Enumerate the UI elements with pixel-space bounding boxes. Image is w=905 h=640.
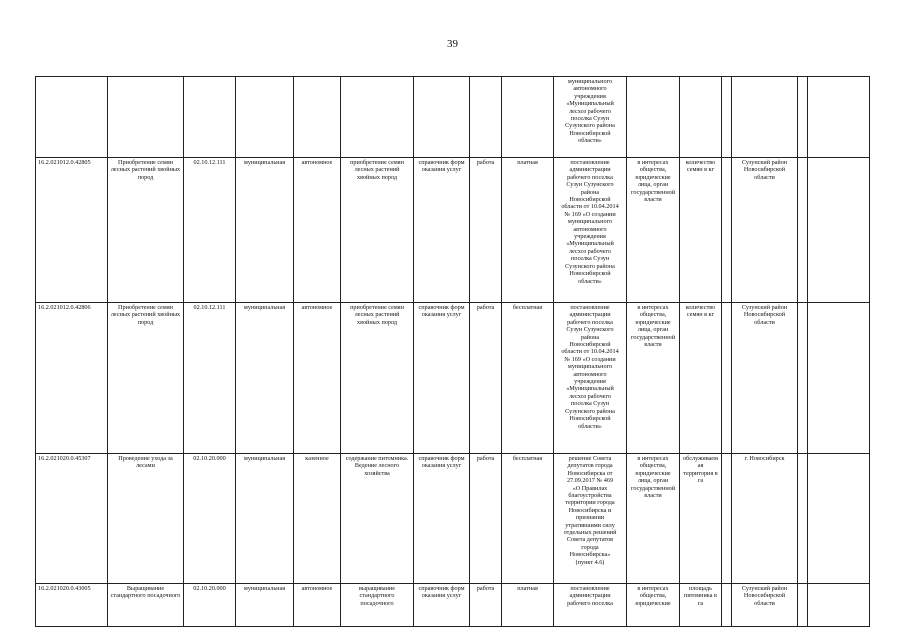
territory-text: Сузунский район Новосибирской области (741, 585, 788, 607)
cell-okved (184, 584, 236, 627)
cell-payment (502, 303, 554, 454)
cell-col16 (808, 158, 870, 303)
cell-indicator (680, 454, 722, 584)
cell-institution-type (294, 584, 341, 627)
cell-code (36, 303, 108, 454)
content-text: приобретение семян лесных растений хвойных пород (350, 159, 404, 181)
cell-code (36, 584, 108, 627)
page-number: 39 (447, 38, 458, 50)
consumers-text: в интересах общества, юридические лица, орган государственной власти (630, 455, 676, 500)
cell-consumers (627, 77, 680, 158)
okved-text: 02.10.12.111 (193, 159, 226, 166)
cell-institution-type (294, 77, 341, 158)
okved-text: 02.10.20.000 (193, 455, 226, 462)
cell-col16 (808, 77, 870, 158)
institution-type-text: автономное (301, 304, 333, 311)
institution-type-text: автономное (301, 159, 333, 166)
cell-consumers (627, 584, 680, 627)
cell-legal-basis (554, 584, 627, 627)
ownership-text: муниципальная (243, 304, 286, 311)
legal-basis-text: решение Совета депутатов города Новосибирска от 27.09.2017 № 469 «О Правилах благоустройства территории города Новосибирска и признании утратившими силу отдельных решений Совета депутатов города Новосибирска» (пункт 4.6) (563, 455, 617, 566)
okved-text: 02.10.12.111 (193, 304, 226, 311)
cell-col16 (808, 584, 870, 627)
cell-code (36, 454, 108, 584)
cell-col16 (808, 303, 870, 454)
name-text: Выращивание стандартного посадочного (110, 585, 181, 600)
reference-text: справочник форм оказания услуг (418, 455, 465, 470)
cell-col15 (798, 454, 808, 584)
payment-text: бесплатная (512, 455, 543, 462)
cell-content (341, 584, 414, 627)
legal-basis-text: постановление администрации рабочего поселка Сузун Сузунского района Новосибирской области от 10.04.2014 № 169 «О создании муниципального автономного учреждения «Муниципальный лесхоз рабочего поселка Сузун Сузунского района Новосибирской области» (561, 304, 619, 430)
indicator-text: обслуживаемая территория в га (683, 455, 718, 485)
consumers-text: в интересах общества, юридические лица, орган государственной власти (630, 159, 676, 204)
cell-territory (732, 584, 798, 627)
name-text: Проведение ухода за лесами (118, 455, 173, 470)
territory-text: г. Новосибирск (744, 455, 785, 462)
cell-reference (414, 303, 470, 454)
cell-name (108, 454, 184, 584)
table-row (36, 584, 870, 627)
name-text: Приобретение семян лесных растений хвойных пород (110, 159, 181, 181)
payment-text: платная (517, 585, 538, 592)
cell-consumers (627, 158, 680, 303)
code-text: 16.2.021012.0.42805 (38, 159, 91, 166)
institution-type-text: казенное (305, 455, 329, 462)
content-text: приобретение семян лесных растений хвойных пород (350, 304, 404, 326)
cell-legal-basis (554, 77, 627, 158)
code-text: 16.2.021020.0.43005 (38, 585, 91, 592)
cell-payment (502, 158, 554, 303)
cell-consumers (627, 303, 680, 454)
cell-ownership (236, 303, 294, 454)
ownership-text: муниципальная (243, 585, 286, 592)
cell-indicator (680, 77, 722, 158)
cell-content (341, 77, 414, 158)
cell-code (36, 158, 108, 303)
cell-institution-type (294, 158, 341, 303)
cell-legal-basis (554, 303, 627, 454)
reference-text: справочник форм оказания услуг (418, 159, 465, 174)
cell-indicator (680, 584, 722, 627)
cell-reference (414, 77, 470, 158)
cell-content (341, 303, 414, 454)
cell-category (470, 584, 502, 627)
cell-payment (502, 584, 554, 627)
registry-table (35, 76, 870, 627)
category-text: работа (476, 585, 495, 592)
cell-col15 (798, 303, 808, 454)
category-text: работа (476, 455, 495, 462)
territory-text: Сузунский район Новосибирской области (741, 304, 788, 326)
reference-text: справочник форм оказания услуг (418, 304, 465, 319)
code-text: 16.2.021012.0.42806 (38, 304, 91, 311)
cell-payment (502, 77, 554, 158)
cell-category (470, 77, 502, 158)
content-text: выращивание стандартного посадочного (359, 585, 395, 607)
consumers-text: в интересах общества, юридические лица, орган государственной власти (630, 304, 676, 349)
consumers-text: в интересах общества, юридические (635, 585, 671, 607)
cell-col15 (798, 158, 808, 303)
cell-col13 (722, 454, 732, 584)
cell-content (341, 454, 414, 584)
cell-territory (732, 303, 798, 454)
cell-col15 (798, 584, 808, 627)
cell-category (470, 303, 502, 454)
cell-name (108, 158, 184, 303)
cell-territory (732, 454, 798, 584)
cell-name (108, 77, 184, 158)
cell-col13 (722, 303, 732, 454)
cell-code (36, 77, 108, 158)
table-row (36, 77, 870, 158)
legal-basis-text: муниципального автономного учреждения «Муниципальный лесхоз рабочего поселка Сузун Сузунского района Новосибирской области» (565, 78, 615, 145)
content-text: содержание питомника. Ведение лесного хозяйства (345, 455, 409, 477)
cell-col15 (798, 77, 808, 158)
cell-payment (502, 454, 554, 584)
institution-type-text: автономное (301, 585, 333, 592)
table-row (36, 158, 870, 303)
cell-legal-basis (554, 454, 627, 584)
cell-col16 (808, 454, 870, 584)
cell-reference (414, 584, 470, 627)
cell-category (470, 158, 502, 303)
cell-legal-basis (554, 158, 627, 303)
code-text: 16.2.021020.0.45307 (38, 455, 91, 462)
cell-territory (732, 77, 798, 158)
cell-ownership (236, 584, 294, 627)
indicator-text: количество семян в кг (685, 304, 716, 319)
cell-content (341, 158, 414, 303)
cell-okved (184, 303, 236, 454)
legal-basis-text: постановление администрации рабочего поселка Сузун Сузунского района Новосибирской области от 10.04.2014 № 169 «О создании муниципального автономного учреждения «Муниципальный лесхоз рабочего поселка Сузун Сузунского района Новосибирской области» (561, 159, 619, 285)
category-text: работа (476, 159, 495, 166)
cell-indicator (680, 158, 722, 303)
reference-text: справочник форм оказания услуг (418, 585, 465, 600)
cell-territory (732, 158, 798, 303)
cell-col13 (722, 584, 732, 627)
name-text: Приобретение семян лесных растений хвойных пород (110, 304, 181, 326)
cell-indicator (680, 303, 722, 454)
cell-ownership (236, 454, 294, 584)
cell-okved (184, 454, 236, 584)
ownership-text: муниципальная (243, 159, 286, 166)
table-body (36, 77, 870, 627)
legal-basis-text: постановление администрации рабочего поселка (567, 585, 613, 607)
okved-text: 02.10.20.000 (193, 585, 226, 592)
cell-reference (414, 454, 470, 584)
cell-ownership (236, 158, 294, 303)
cell-name (108, 584, 184, 627)
cell-institution-type (294, 303, 341, 454)
cell-okved (184, 77, 236, 158)
cell-okved (184, 158, 236, 303)
cell-name (108, 303, 184, 454)
cell-ownership (236, 77, 294, 158)
category-text: работа (476, 304, 495, 311)
payment-text: бесплатная (512, 304, 543, 311)
indicator-text: количество семян в кг (685, 159, 716, 174)
cell-col13 (722, 77, 732, 158)
cell-col13 (722, 158, 732, 303)
table-row (36, 454, 870, 584)
territory-text: Сузунский район Новосибирской области (741, 159, 788, 181)
payment-text: платная (517, 159, 538, 166)
cell-institution-type (294, 454, 341, 584)
indicator-text: площадь питомника в га (684, 585, 717, 607)
cell-category (470, 454, 502, 584)
cell-consumers (627, 454, 680, 584)
cell-reference (414, 158, 470, 303)
ownership-text: муниципальная (243, 455, 286, 462)
table-row (36, 303, 870, 454)
